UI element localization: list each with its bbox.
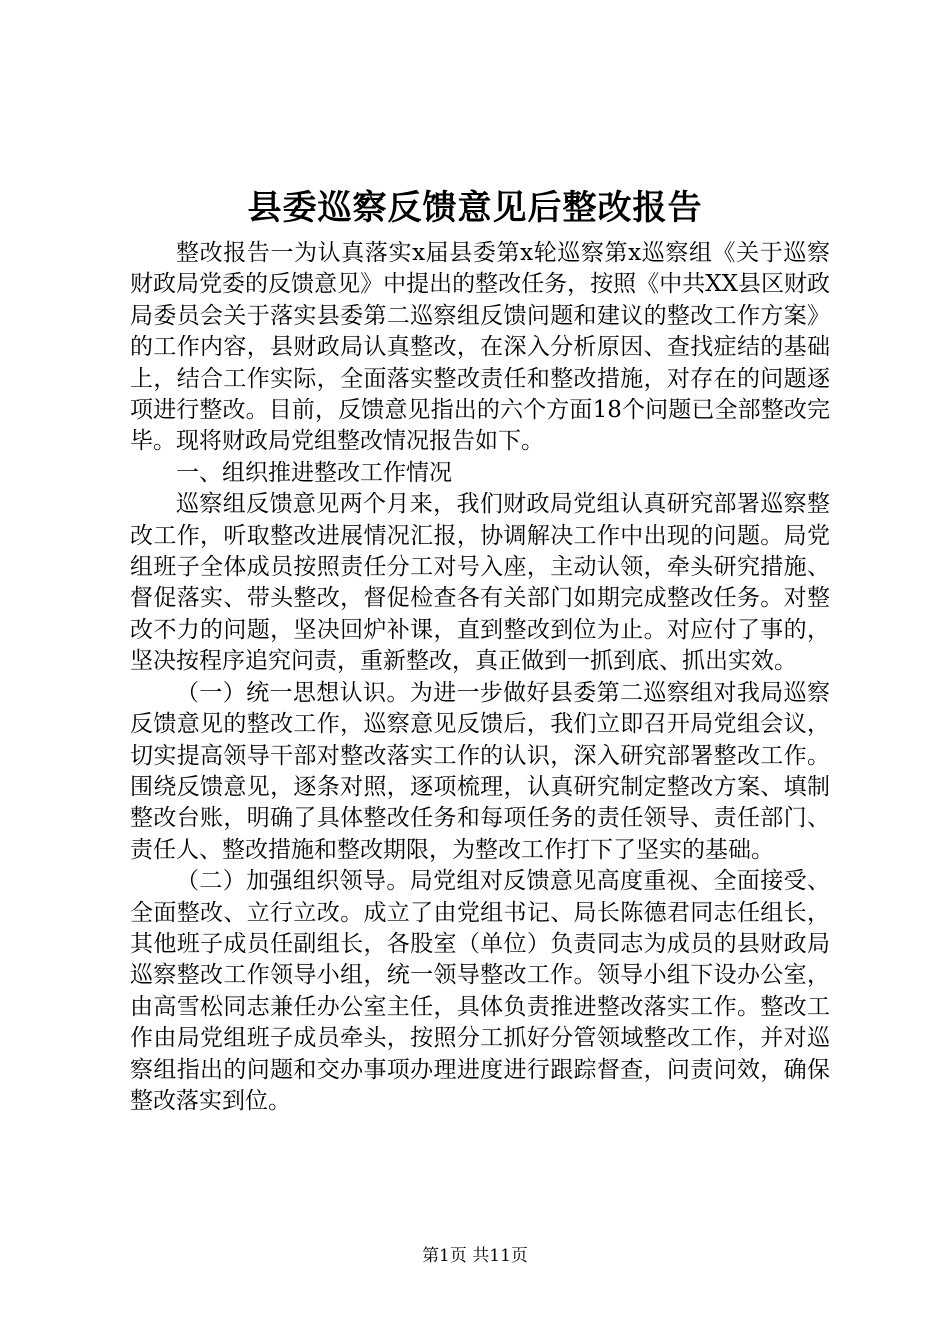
page-footer: 第1页 共11页: [422, 1246, 528, 1266]
document-title: 县委巡察反馈意见后整改报告: [247, 188, 703, 228]
body-paragraph: （二）加强组织领导。局党组对反馈意见高度重视、全面接受、全面整改、立行立改。成立了由党组书记、局长陈德君同志任组长，其他班子成员任副组长，各股室（单位）负责同志为成员的县财政局巡察整改工作领导小组，统一领导整改工作。领导小组下设办公室，由高雪松同志兼任办公室主任，具体负责推进整改落实工作。整改工作由局党组班子成员牵头，按照分工抓好分管领域整改工作，并对巡察组指出的问题和交办事项办理进度进行跟踪督查，问责问效，确保整改落实到位。: [130, 868, 830, 1114]
body-paragraph: （一）统一思想认识。为进一步做好县委第二巡察组对我局巡察反馈意见的整改工作，巡察意见反馈后，我们立即召开局党组会议，切实提高领导干部对整改落实工作的认识，深入研究部署整改工作。围绕反馈意见，逐条对照，逐项梳理，认真研究制定整改方案、填制整改台账，明确了具体整改任务和每项任务的责任领导、责任部门、责任人、整改措施和整改期限，为整改工作打下了坚实的基础。: [130, 679, 830, 863]
body-paragraph: 巡察组反馈意见两个月来，我们财政局党组认真研究部署巡察整改工作，听取整改进展情况汇报，协调解决工作中出现的问题。局党组班子全体成员按照责任分工对号入座，主动认领，牵头研究措施、督促落实、带头整改，督促检查各有关部门如期完成整改任务。对整改不力的问题，坚决回炉补课，直到整改到位为止。对应付了事的，坚决按程序追究问责，重新整改，真正做到一抓到底、抓出实效。: [130, 491, 830, 675]
section-heading: 一、组织推进整改工作情况: [176, 459, 452, 486]
intro-paragraph: 整改报告一为认真落实x届县委第x轮巡察第x巡察组《关于巡察财政局党委的反馈意见》中提出的整改任务，按照《中共XX县区财政局委员会关于落实县委第二巡察组反馈问题和建议的整改工作方案》的工作内容，县财政局认真整改，在深入分析原因、查找症结的基础上，结合工作实际，全面落实整改责任和整改措施，对存在的问题逐项进行整改。目前，反馈意见指出的六个方面18个问题已全部整改完毕。现将财政局党组整改情况报告如下。: [130, 240, 830, 455]
document-body: [130, 238, 830, 1117]
